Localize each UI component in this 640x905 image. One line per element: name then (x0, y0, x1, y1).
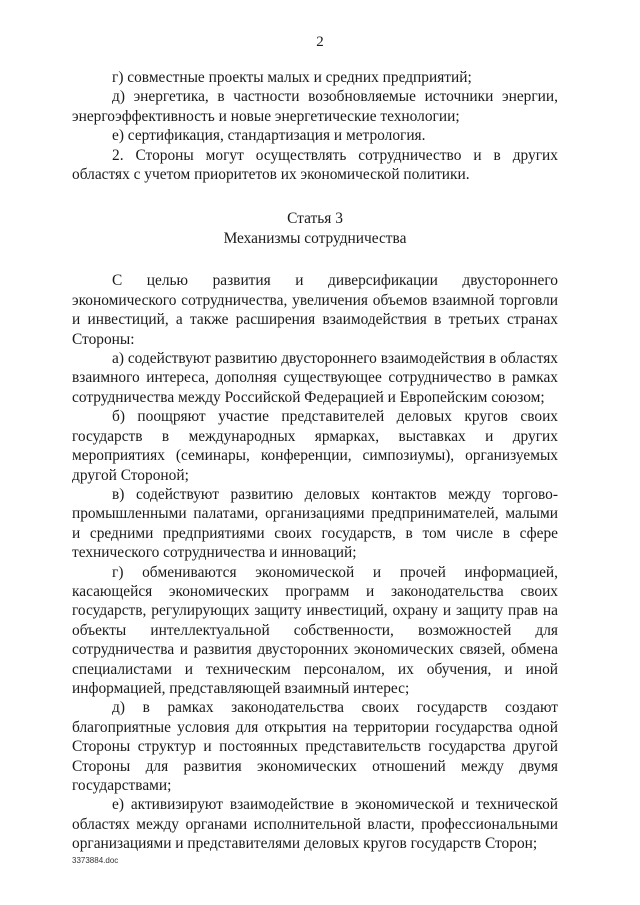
list-item-e: е) сертификация, стандартизация и метрология. (112, 127, 426, 145)
clause-2: 2. Стороны могут осуществлять сотрудничество и в других областях с учетом приоритетов их экономической политики. (72, 146, 558, 184)
list-item-g: г) совместные проекты малых и средних предприятий; (112, 69, 472, 86)
page-number: 2 (316, 34, 324, 50)
article-intro: С целью развития и диверсификации двустороннего экономического сотрудничества, увеличения объемов взаимной торговли и инвестиций, а также расширения взаимодействия в третьих странах Стороны: (72, 272, 558, 348)
article-title: Механизмы сотрудничества (223, 230, 407, 248)
article-item-d: д) в рамках законодательства своих государств создают благоприятные условия для открытия на территории государства одной Стороны структур и постоянных представительств государства другой Стороны для развития экономических отношений между двумя государствами; (72, 699, 558, 794)
article-item-b: б) поощряют участие представителей деловых кругов своих государств в международных ярмарках, выставках и других мероприятиях (семинары, конференции, симпозиумы), организуемых другой Стороной; (72, 408, 558, 484)
article-number: Статья 3 (287, 210, 343, 228)
article-item-v: в) содействуют развитию деловых контактов между торгово-промышленными палатами, организациями предпринимателей, малыми и средними предприятиями своих государств, в том числе в сфере технического сотрудничества и инноваций; (72, 485, 558, 562)
article-item-g: г) обмениваются экономической и прочей информацией, касающейся экономических программ и законодательства своих государств, регулирующих защиту инвестиций, охрану и защиту прав на объекты интеллектуальной собственности, возможностей для сотрудничества и развития двусторонних экономических связей, обмена специалистами и техническим персоналом, их обучения, и иной информацией, представляющей взаимный интерес; (72, 563, 558, 697)
list-item-d: д) энергетика, в частности возобновляемые источники энергии, энергоэффективность и новые энергетические технологии; (72, 88, 558, 125)
document-body (72, 68, 558, 854)
article-item-a: а) содействуют развитию двустороннего взаимодействия в областях взаимного интереса, дополняя существующее сотрудничество в рамках сотрудничества между Российской Федерацией и Европейским союзом; (72, 350, 558, 406)
file-reference: 3373884.doc (72, 856, 119, 865)
article-item-e: е) активизируют взаимодействие в экономической и технической областях между органами исполнительной власти, профессиональными организациями и представителями деловых кругов государств Сторон; (72, 796, 558, 853)
